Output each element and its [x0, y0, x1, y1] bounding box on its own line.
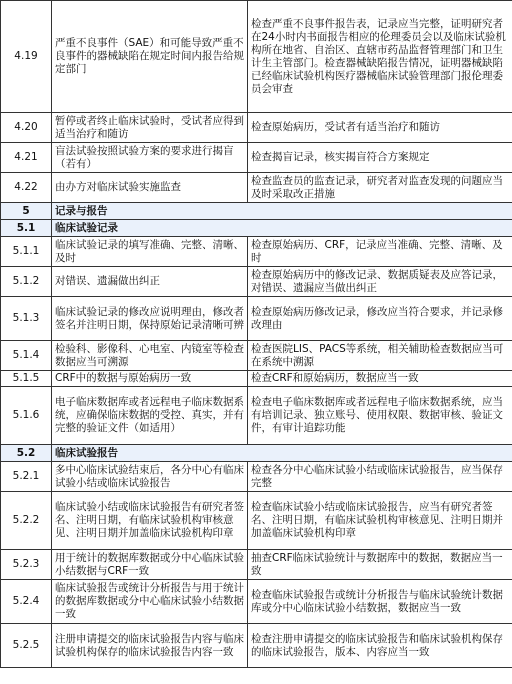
item-number: 5.1.6: [1, 387, 52, 445]
table-row: [1, 237, 512, 267]
table-row: [1, 492, 512, 550]
table-row: [1, 580, 512, 624]
section-title: 记录与报告: [52, 203, 512, 220]
item-number: 5.2.4: [1, 580, 52, 624]
check-method-cell: 检查原始病历，受试者有适当治疗和随访: [248, 113, 512, 143]
section-title: 临床试验报告: [52, 445, 512, 462]
section-number: 5.1: [1, 220, 52, 237]
item-number: 4.20: [1, 113, 52, 143]
table-row: [1, 624, 512, 668]
requirement-cell: 临床试验记录的填写准确、完整、清晰、及时: [52, 237, 248, 267]
table-row: [1, 341, 512, 371]
check-method-cell: 检查临床试验小结或临床试验报告，应当有研究者签名、注明日期，有临床试验机构审核意见、注明日期并加盖临床试验机构印章: [248, 492, 512, 550]
requirement-cell: 对错误、遗漏做出纠正: [52, 267, 248, 297]
check-method-cell: 检查揭盲记录，核实揭盲符合方案规定: [248, 143, 512, 173]
item-number: 5.2.5: [1, 624, 52, 668]
item-number: 5.2.2: [1, 492, 52, 550]
check-method-cell: 检查原始病历、CRF，记录应当准确、完整、清晰、及时: [248, 237, 512, 267]
table-row: [1, 550, 512, 580]
requirement-cell: 临床试验记录的修改应说明理由，修改者签名并注明日期，保持原始记录清晰可辨: [52, 297, 248, 341]
check-method-cell: 检查监查员的监查记录，研究者对监查发现的问题应当及时采取改正措施: [248, 173, 512, 203]
section-number: 5: [1, 203, 52, 220]
requirement-cell: 暂停或者终止临床试验时，受试者应得到适当治疗和随访: [52, 113, 248, 143]
check-method-cell: 检查各分中心临床试验小结或临床试验报告，应当保存完整: [248, 462, 512, 492]
check-method-cell: 检查临床试验报告或统计分析报告与临床试验统计数据库或分中心临床试验小结数据，数据应当一致: [248, 580, 512, 624]
item-number: 5.1.4: [1, 341, 52, 371]
item-number: 5.1.5: [1, 371, 52, 387]
item-number: 5.1.1: [1, 237, 52, 267]
check-method-cell: 抽查CRF临床试验统计与数据库中的数据，数据应当一致: [248, 550, 512, 580]
section-title: 临床试验记录: [52, 220, 512, 237]
item-number: 5.2.3: [1, 550, 52, 580]
table-row: [1, 387, 512, 445]
requirement-cell: 注册申请提交的临床试验报告内容与临床试验机构保存的临床试验报告内容一致: [52, 624, 248, 668]
check-method-cell: 检查电子临床数据库或者远程电子临床数据系统，应当有培训记录、独立账号、使用权限、数据审核、验证文件，有审计追踪功能: [248, 387, 512, 445]
check-method-cell: 检查医院LIS、PACS等系统，相关辅助检查数据应当可在系统中溯源: [248, 341, 512, 371]
requirement-cell: 用于统计的数据库数据或分中心临床试验小结数据与CRF一致: [52, 550, 248, 580]
requirement-cell: 严重不良事件（SAE）和可能导致严重不良事件的器械缺陷在规定时间内报告给规定部门: [52, 1, 248, 113]
item-number: 5.1.2: [1, 267, 52, 297]
requirement-cell: 检验科、影像科、心电室、内镜室等检查数据应当可溯源: [52, 341, 248, 371]
item-number: 4.19: [1, 1, 52, 113]
table-row: [1, 113, 512, 143]
check-method-cell: 检查原始病历中的修改记录、数据质疑表及应答记录，对错误、遗漏应当做出纠正: [248, 267, 512, 297]
section-header-row: [1, 220, 512, 237]
section-header-row: [1, 203, 512, 220]
item-number: 4.22: [1, 173, 52, 203]
check-method-cell: 检查注册申请提交的临床试验报告和临床试验机构保存的临床试验报告，版本、内容应当一致: [248, 624, 512, 668]
section-header-row: [1, 445, 512, 462]
check-method-cell: 检查CRF和原始病历，数据应当一致: [248, 371, 512, 387]
requirement-cell: 临床试验小结或临床试验报告有研究者签名、注明日期，有临床试验机构审核意见、注明日期并加盖临床试验机构印章: [52, 492, 248, 550]
table-row: [1, 297, 512, 341]
table-row: [1, 173, 512, 203]
table-row: [1, 371, 512, 387]
table-row: [1, 267, 512, 297]
requirement-cell: 盲法试验按照试验方案的要求进行揭盲（若有）: [52, 143, 248, 173]
requirement-cell: 多中心临床试验结束后，各分中心有临床试验小结或临床试验报告: [52, 462, 248, 492]
check-method-cell: 检查严重不良事件报告表，记录应当完整，证明研究者在24小时内书面报告相应的伦理委员会以及临床试验机构所在地省、自治区、直辖市药品监督管理部门和卫生计生主管部门。检查器械缺陷报告情况，证明器械缺陷已经临床试验机构医疗器械临床试验管理部门报伦理委员会审查: [248, 1, 512, 113]
requirement-cell: 临床试验报告或统计分析报告与用于统计的数据库数据或分中心临床试验小结数据一致: [52, 580, 248, 624]
item-number: 4.21: [1, 143, 52, 173]
table-row: [1, 462, 512, 492]
requirement-cell: 电子临床数据库或者远程电子临床数据系统，应确保临床数据的受控、真实，并有完整的验证文件（如适用）: [52, 387, 248, 445]
table-row: [1, 1, 512, 113]
table-row: [1, 143, 512, 173]
requirement-cell: CRF中的数据与原始病历一致: [52, 371, 248, 387]
requirement-cell: 由办方对临床试验实施监查: [52, 173, 248, 203]
check-method-cell: 检查原始病历修改记录，修改应当符合要求，并记录修改理由: [248, 297, 512, 341]
section-number: 5.2: [1, 445, 52, 462]
checklist-body: [1, 1, 512, 668]
item-number: 5.2.1: [1, 462, 52, 492]
item-number: 5.1.3: [1, 297, 52, 341]
